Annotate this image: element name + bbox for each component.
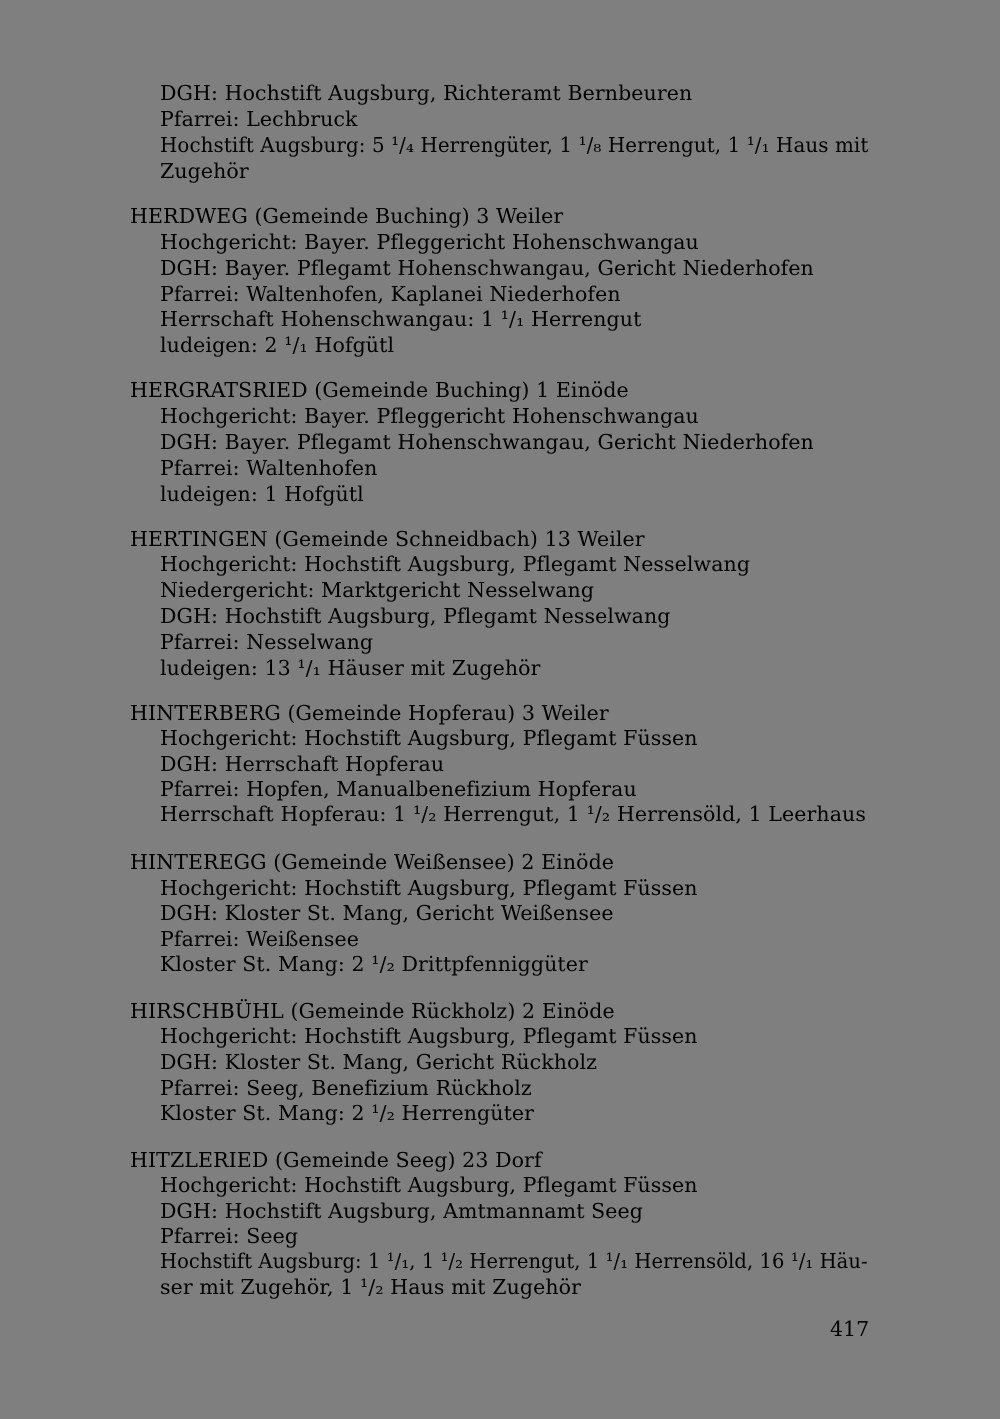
text-line: DGH: Bayer. Pflegamt Hohenschwangau, Gericht Niederhofen — [160, 256, 814, 280]
text-line: Hochgericht: Hochstift Augsburg, Pflegamt Füssen — [160, 1173, 698, 1197]
text-line: Zugehör — [160, 159, 249, 183]
text-line: Niedergericht: Marktgericht Nesselwang — [160, 578, 595, 602]
text-line: Kloster St. Mang: 2 ¹/₂ Herrengüter — [160, 1101, 535, 1125]
text-line: DGH: Hochstift Augsburg, Amtmannamt Seeg — [160, 1199, 643, 1223]
entry-heading: HERDWEG (Gemeinde Buching) 3 Weiler — [130, 204, 564, 228]
text-line: ludeigen: 2 ¹/₁ Hofgütl — [160, 333, 395, 357]
entry-heading: HINTERBERG (Gemeinde Hopferau) 3 Weiler — [130, 701, 609, 725]
text-line: Hochstift Augsburg: 1 ¹/₁, 1 ¹/₂ Herrengut, 1 ¹/₁ Herrensöld, 16 ¹/₁ Häu- — [160, 1249, 868, 1273]
text-line: Pfarrei: Hopfen, Manualbenefizium Hopferau — [160, 777, 637, 801]
text-line: Hochgericht: Bayer. Pfleggericht Hohenschwangau — [160, 230, 699, 254]
text-line: Pfarrei: Waltenhofen — [160, 456, 378, 480]
text-line: Hochgericht: Hochstift Augsburg, Pflegamt Füssen — [160, 1024, 698, 1048]
text-line: Hochgericht: Hochstift Augsburg, Pflegamt Nesselwang — [160, 552, 751, 576]
text-line: DGH: Kloster St. Mang, Gericht Weißensee — [160, 901, 614, 925]
text-line: Hochgericht: Hochstift Augsburg, Pflegamt Füssen — [160, 726, 698, 750]
text-line: Hochgericht: Bayer. Pfleggericht Hohenschwangau — [160, 404, 699, 428]
text-line: DGH: Bayer. Pflegamt Hohenschwangau, Gericht Niederhofen — [160, 430, 814, 454]
text-line: Pfarrei: Seeg, Benefizium Rückholz — [160, 1076, 532, 1100]
text-line: Pfarrei: Waltenhofen, Kaplanei Niederhofen — [160, 282, 621, 306]
entry-heading: HITZLERIED (Gemeinde Seeg) 23 Dorf — [130, 1148, 542, 1172]
text-line: DGH: Hochstift Augsburg, Pflegamt Nesselwang — [160, 604, 671, 628]
entry-heading: HINTEREGG (Gemeinde Weißensee) 2 Einöde — [130, 850, 615, 874]
text-line: ludeigen: 1 Hofgütl — [160, 482, 364, 506]
text-line: Pfarrei: Nesselwang — [160, 630, 374, 654]
entry-heading: HERTINGEN (Gemeinde Schneidbach) 13 Weiler — [130, 527, 645, 551]
text-line: DGH: Hochstift Augsburg, Richteramt Bernbeuren — [160, 81, 693, 105]
page-number: 417 — [830, 1317, 870, 1341]
text-line: Pfarrei: Lechbruck — [160, 107, 358, 131]
text-line: ludeigen: 13 ¹/₁ Häuser mit Zugehör — [160, 656, 541, 680]
text-line: DGH: Herrschaft Hopferau — [160, 752, 445, 776]
text-line: ser mit Zugehör, 1 ¹/₂ Haus mit Zugehör — [160, 1275, 581, 1299]
text-line: Kloster St. Mang: 2 ¹/₂ Drittpfenniggüter — [160, 952, 588, 976]
text-line: Herrschaft Hohenschwangau: 1 ¹/₁ Herrengut — [160, 307, 642, 331]
entry-heading: HIRSCHBÜHL (Gemeinde Rückholz) 2 Einöde — [130, 999, 615, 1023]
text-line: Hochstift Augsburg: 5 ¹/₄ Herrengüter, 1 ¹/₈ Herrengut, 1 ¹/₁ Haus mit — [160, 133, 869, 157]
text-line: Pfarrei: Seeg — [160, 1224, 299, 1248]
text-line: Herrschaft Hopferau: 1 ¹/₂ Herrengut, 1 ¹/₂ Herrensöld, 1 Leerhaus — [160, 802, 866, 826]
entry-heading: HERGRATSRIED (Gemeinde Buching) 1 Einöde — [130, 378, 629, 402]
text-line: Pfarrei: Weißensee — [160, 927, 360, 951]
text-line: Hochgericht: Hochstift Augsburg, Pflegamt Füssen — [160, 876, 698, 900]
text-line: DGH: Kloster St. Mang, Gericht Rückholz — [160, 1050, 598, 1074]
